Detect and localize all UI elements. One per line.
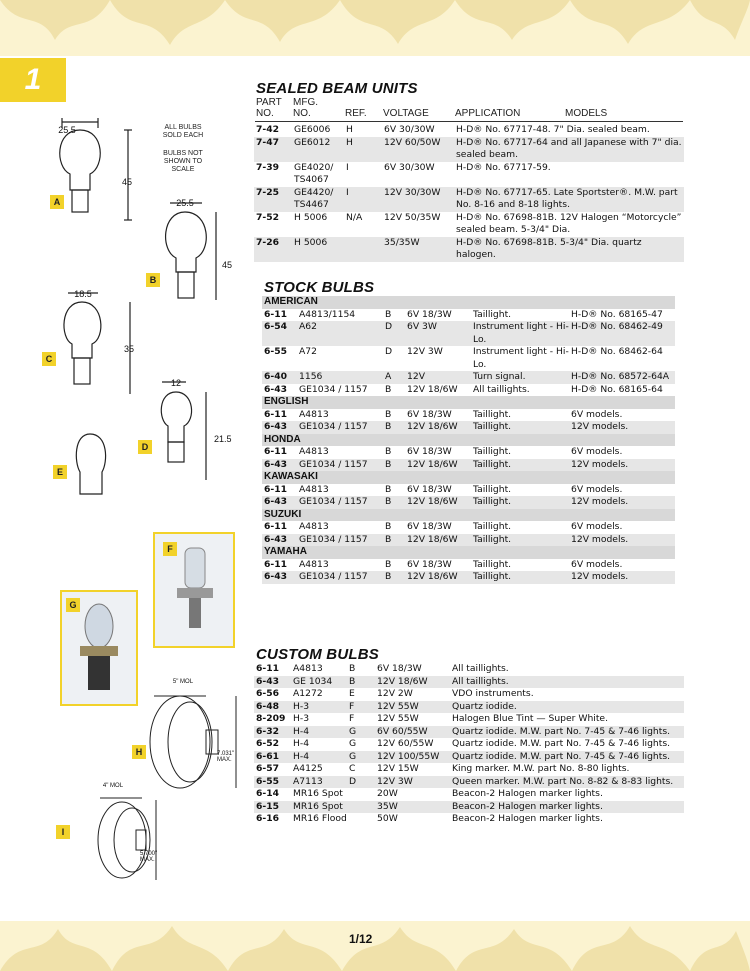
table-row [262, 484, 675, 497]
ref-letter: D [383, 321, 405, 346]
mfg-number: GE 1034 [291, 676, 347, 689]
mfg-number: 1156 [297, 371, 383, 384]
mfg-number: GE1034 / 1157 [297, 459, 383, 472]
voltage: 12V 3W [375, 776, 450, 789]
fig-d-width: 12 [170, 378, 181, 388]
mfg-number: A4813 [299, 558, 329, 570]
fig-c-width: 18.5 [74, 289, 92, 299]
sealed-beam-title: SEALED BEAM UNITS [256, 80, 418, 97]
voltage: 12V 3W [407, 346, 443, 357]
voltage: 6V 30/30W [384, 124, 435, 135]
fig-i-width: 4" MOL [102, 783, 124, 789]
application: Taillight. [471, 459, 569, 472]
part-number: 7-52 [256, 211, 279, 223]
application: Quartz iodide. [450, 701, 684, 714]
application: H-D® No. 67717-48. 7" Dia. sealed beam. [456, 124, 650, 135]
ref-letter: G [349, 738, 357, 749]
mfg-number: A72 [299, 346, 317, 357]
application: King marker. M.W. part No. 8-80 lights. [452, 763, 630, 774]
voltage: 6V 3W [405, 321, 471, 346]
sealed-beam-i-drawing [98, 798, 156, 880]
application: Beacon-2 Halogen marker lights. [450, 801, 684, 814]
part-number: 7-47 [254, 137, 292, 162]
voltage: 20W [377, 788, 398, 799]
part-number: 6-11 [256, 663, 279, 674]
ref-letter: B [383, 421, 405, 434]
table-row [254, 738, 684, 751]
mfg-number: GE1034 / 1157 [297, 496, 383, 509]
ref-letter: B [385, 308, 392, 320]
part-number: 6-43 [254, 676, 291, 689]
header-rule [255, 121, 683, 122]
table-row [262, 559, 675, 572]
fig-b-height: 45 [222, 260, 233, 270]
part-number: 6-11 [264, 446, 287, 457]
page-number: 1/12 [349, 932, 373, 946]
part-number: 7-39 [256, 161, 279, 173]
table-row [254, 751, 684, 764]
application: Quartz iodide. M.W. part No. 7-45 & 7-46 lights. [450, 751, 684, 764]
group-header-row [262, 434, 675, 447]
ref-letter: N/A [346, 211, 363, 223]
group-name: YAMAHA [262, 546, 675, 559]
model: 12V models. [569, 496, 675, 509]
fig-c-height: 35 [124, 344, 135, 354]
ref-letter: I [346, 161, 349, 173]
ref-letter: B [383, 571, 405, 584]
application: Beacon-2 Halogen marker lights. [452, 788, 603, 799]
mfg-number: A62 [297, 321, 383, 346]
model: 12V models. [569, 459, 675, 472]
mfg-number: A4813 [293, 663, 323, 674]
bulb-f-photo [153, 532, 235, 648]
part-number: 7-25 [254, 187, 292, 212]
voltage: 35W [375, 801, 450, 814]
application: All taillights. [452, 663, 509, 674]
application: Turn signal. [471, 371, 569, 384]
col-part-header: PART NO. [256, 97, 282, 119]
application: Instrument light - Hi-Lo. [473, 346, 569, 370]
bulb-d-drawing [161, 382, 206, 480]
ref-letter: A [383, 371, 405, 384]
part-number: 6-48 [254, 701, 291, 714]
ref-letter: B [385, 383, 392, 395]
ref-letter: H [346, 124, 353, 135]
table-row [254, 776, 684, 789]
table-row [254, 813, 684, 826]
application: Queen marker. M.W. part No. 8-82 & 8-83 lights. [450, 776, 684, 789]
application: Taillight. [471, 421, 569, 434]
voltage: 6V 30/30W [384, 161, 435, 173]
fig-f-label: F [163, 542, 177, 556]
ref-letter: F [347, 701, 375, 714]
voltage: 6V 18/3W [407, 558, 452, 570]
ref-letter: B [385, 483, 392, 495]
ref-letter: H [344, 137, 382, 162]
mfg-number: H-4 [293, 738, 310, 749]
table-row [254, 663, 684, 676]
ref-letter: F [349, 713, 355, 724]
fig-d-label: D [138, 440, 152, 454]
custom-bulbs-title: CUSTOM BULBS [256, 646, 379, 663]
mfg-number: MR16 Spot [291, 801, 347, 814]
part-number: 6-43 [262, 459, 297, 472]
part-number: 6-43 [264, 383, 287, 395]
model: H-D® No. 68572-64A [569, 371, 675, 384]
group-name: SUZUKI [262, 509, 675, 522]
bulb-b-drawing [166, 203, 216, 300]
application: Quartz iodide. M.W. part No. 7-45 & 7-46 lights. [452, 738, 671, 749]
table-row [254, 187, 684, 212]
ref-letter [347, 788, 375, 801]
part-number: 6-11 [264, 308, 287, 320]
application: Taillight. [473, 521, 512, 532]
part-number: 6-57 [256, 763, 279, 774]
voltage: 12V 18/6W [405, 496, 471, 509]
ref-letter: E [349, 688, 355, 699]
ref-letter [347, 813, 375, 826]
table-row [254, 701, 684, 714]
sealed-beam-h-drawing [150, 696, 236, 788]
ref-letter: B [385, 408, 392, 420]
voltage: 6V 18/3W [407, 521, 452, 532]
custom-bulbs-table [254, 663, 684, 826]
fig-h-label: H [132, 745, 146, 759]
mfg-number: GE1034 / 1157 [297, 534, 383, 547]
table-row [262, 534, 675, 547]
table-row [254, 688, 684, 701]
part-number: 6-40 [262, 371, 297, 384]
group-header-row [262, 396, 675, 409]
fig-h-height: 7.031" MAX. [217, 751, 235, 763]
table-row [262, 409, 675, 422]
top-flame-border [0, 0, 750, 56]
voltage: 12V 30/30W [382, 187, 454, 212]
voltage: 12V 55W [377, 713, 419, 724]
table-row [262, 321, 675, 346]
table-row [254, 676, 684, 689]
ref-letter: G [347, 726, 375, 739]
part-number: 8-209 [256, 713, 286, 724]
application: Taillight. [473, 558, 512, 570]
voltage: 12V 60/55W [377, 738, 434, 749]
application: Taillight. [473, 308, 512, 320]
part-number: 6-56 [256, 688, 279, 699]
application: Taillight. [473, 483, 512, 495]
mfg-number: GE1034 / 1157 [297, 421, 383, 434]
group-name: ENGLISH [262, 396, 675, 409]
model: 12V models. [569, 571, 675, 584]
fig-b-width: 25.5 [176, 198, 194, 208]
voltage: 12V [405, 371, 471, 384]
part-number: 6-43 [262, 421, 297, 434]
application: H-D® No. 67717-64 and all Japanese with 7" dia. sealed beam. [454, 137, 684, 162]
part-number: 6-11 [264, 408, 287, 420]
group-header-row [262, 471, 675, 484]
mfg-number: MR16 Flood [293, 813, 347, 824]
table-row [262, 346, 675, 371]
table-row [262, 521, 675, 534]
sealed-beam-table [254, 124, 684, 262]
model: H-D® No. 68165-64 [571, 383, 663, 395]
mfg-number: H 5006 [292, 237, 344, 262]
voltage: 12V 15W [377, 763, 419, 774]
chapter-tab: 1 [0, 58, 66, 102]
voltage: 35/35W [382, 237, 454, 262]
bottom-flame-border [0, 921, 750, 971]
col-mfg-header: MFG. NO. [293, 97, 318, 119]
table-row [254, 124, 684, 137]
col-models-header: MODELS [565, 108, 608, 119]
fig-a-label: A [50, 195, 64, 209]
group-name: KAWASAKI [262, 471, 675, 484]
table-row [254, 137, 684, 162]
mfg-number: GE6012 [292, 137, 344, 162]
voltage: 6V 18/3W [377, 663, 422, 674]
table-row [262, 421, 675, 434]
part-number: 6-43 [262, 496, 297, 509]
ref-letter: D [385, 346, 393, 357]
model: 6V models. [571, 446, 623, 457]
application: Taillight. [471, 496, 569, 509]
stock-bulbs-table [262, 296, 675, 584]
model: H-D® No. 68165-47 [571, 308, 663, 320]
part-number: 7-42 [256, 124, 279, 135]
mfg-number: H-3 [291, 701, 347, 714]
table-row [254, 801, 684, 814]
application: Halogen Blue Tint — Super White. [452, 713, 608, 724]
part-number: 6-52 [256, 738, 279, 749]
model: 6V models. [571, 558, 623, 570]
part-number: 6-16 [256, 813, 279, 824]
fig-e-label: E [53, 465, 67, 479]
ref-letter [344, 237, 382, 262]
ref-letter: D [347, 776, 375, 789]
table-row [254, 788, 684, 801]
voltage: 6V 18/3W [407, 308, 452, 320]
part-number: 6-15 [254, 801, 291, 814]
mfg-number: GE4020/ TS4067 [294, 161, 334, 185]
mfg-number: A1272 [293, 688, 323, 699]
mfg-number: A4813 [299, 446, 329, 457]
ref-letter: B [385, 558, 392, 570]
model: 12V models. [569, 421, 675, 434]
part-number: 6-11 [264, 521, 287, 532]
mfg-number: GE1034 / 1157 [299, 383, 368, 395]
model: H-D® No. 68462-49 [569, 321, 675, 346]
sealed-beam-drawings [90, 690, 250, 900]
model: 12V models. [569, 534, 675, 547]
group-name: HONDA [262, 434, 675, 447]
fig-c-label: C [42, 352, 56, 366]
col-voltage-header: VOLTAGE [383, 108, 429, 119]
part-number: 6-55 [254, 776, 291, 789]
voltage: 12V 18/6W [405, 534, 471, 547]
ref-letter: B [385, 446, 392, 457]
voltage: 50W [377, 813, 398, 824]
stock-bulbs-title: STOCK BULBS [264, 279, 375, 296]
fig-g-label: G [66, 598, 80, 612]
mfg-number: H 5006 [294, 211, 328, 223]
table-row [254, 763, 684, 776]
application: H-D® No. 67698-81B. 12V Halogen “Motorcycle” sealed beam. 5-3/4" Dia. [456, 211, 682, 235]
model: H-D® No. 68462-64 [571, 346, 663, 357]
application: Instrument light - Hi-Lo. [473, 321, 569, 345]
flame-pattern-bottom [0, 921, 750, 971]
fig-h-width: 5" MOL [172, 679, 194, 685]
application: VDO instruments. [452, 688, 534, 699]
application: Quartz iodide. M.W. part No. 7-45 & 7-46 lights. [450, 726, 684, 739]
table-row [254, 713, 684, 726]
voltage: 12V 18/6W [375, 676, 450, 689]
part-number: 6-55 [264, 346, 287, 357]
bulb-e-drawing [76, 434, 105, 494]
part-number: 6-43 [262, 534, 297, 547]
table-row [254, 726, 684, 739]
fig-a-width: 25.5 [58, 125, 76, 135]
voltage: 12V 2W [377, 688, 413, 699]
application: H-D® No. 67698-81B. 5-3/4" Dia. quartz halogen. [454, 237, 684, 262]
ref-letter: B [347, 676, 375, 689]
mfg-number: A7113 [291, 776, 347, 789]
part-number: 7-26 [254, 237, 292, 262]
voltage: 6V 18/3W [407, 483, 452, 495]
table-row [262, 309, 675, 322]
application: Taillight. [473, 408, 512, 420]
fig-b-label: B [146, 273, 160, 287]
mfg-number: A4125 [293, 763, 323, 774]
voltage: 12V 18/6W [405, 421, 471, 434]
table-row [262, 384, 675, 397]
bulb-c-drawing [64, 293, 130, 394]
part-number: 6-54 [262, 321, 297, 346]
voltage: 12V 50/35W [384, 211, 441, 223]
voltage: 12V 60/50W [382, 137, 454, 162]
application: All taillights. [473, 383, 530, 395]
ref-letter: I [344, 187, 382, 212]
voltage: 12V 18/6W [405, 571, 471, 584]
model: 6V models. [571, 483, 623, 495]
col-application-header: APPLICATION [455, 108, 521, 119]
voltage: 12V 18/6W [405, 459, 471, 472]
model: 6V models. [571, 521, 623, 532]
application: Beacon-2 Halogen marker lights. [452, 813, 603, 824]
ref-letter: B [383, 534, 405, 547]
fig-d-height: 21.5 [214, 434, 232, 444]
mfg-number: H-4 [291, 726, 347, 739]
mfg-number: A4813 [299, 483, 329, 495]
voltage: 12V 18/6W [407, 383, 458, 395]
group-name: AMERICAN [262, 296, 675, 309]
flame-pattern-top [0, 0, 750, 56]
part-number: 6-11 [264, 483, 287, 495]
ref-letter: B [383, 496, 405, 509]
part-number: 6-32 [254, 726, 291, 739]
voltage: 12V 100/55W [375, 751, 450, 764]
table-row [262, 571, 675, 584]
model: 6V models. [571, 408, 623, 420]
table-row [254, 237, 684, 262]
bulb-g-photo [60, 590, 138, 706]
fig-i-height: 5.700" MAX. [140, 851, 158, 863]
application: H-D® No. 67717-65. Late Sportster®. M.W. part No. 8-16 and 8-18 lights. [454, 187, 684, 212]
application: All taillights. [450, 676, 684, 689]
group-header-row [262, 546, 675, 559]
part-number: 6-43 [262, 571, 297, 584]
mfg-number: MR16 Spot [293, 788, 343, 799]
ref-letter: B [383, 459, 405, 472]
mfg-number: A4813 [299, 408, 329, 420]
table-row [262, 371, 675, 384]
mfg-number: A4813 [299, 521, 329, 532]
voltage: 12V 55W [375, 701, 450, 714]
mfg-number: H-4 [291, 751, 347, 764]
part-number: 6-14 [256, 788, 279, 799]
application: Taillight. [473, 446, 512, 457]
voltage: 6V 60/55W [375, 726, 450, 739]
mfg-number: H-3 [293, 713, 310, 724]
ref-letter: B [385, 521, 392, 532]
voltage: 6V 18/3W [407, 446, 452, 457]
scale-note: BULBS NOT SHOWN TO SCALE [163, 150, 203, 173]
group-header-row [262, 509, 675, 522]
table-row [262, 496, 675, 509]
ref-letter [347, 801, 375, 814]
part-number: 6-11 [264, 558, 287, 570]
fig-a-height: 45 [122, 177, 133, 187]
all-bulbs-note: ALL BULBS SOLD EACH [162, 124, 204, 139]
mfg-number: GE4420/ TS4467 [292, 187, 344, 212]
ref-letter: B [349, 663, 356, 674]
table-row [254, 162, 684, 187]
application: H-D® No. 67717-59. [456, 161, 551, 173]
part-number: 6-61 [254, 751, 291, 764]
voltage: 6V 18/3W [407, 408, 452, 420]
table-row [254, 212, 684, 237]
fig-i-label: I [56, 825, 70, 839]
mfg-number: GE6006 [294, 124, 331, 135]
table-row [262, 459, 675, 472]
mfg-number: A4813/1154 [299, 308, 356, 320]
ref-letter: G [347, 751, 375, 764]
table-row [262, 446, 675, 459]
col-ref-header: REF. [345, 108, 367, 119]
ref-letter: C [349, 763, 356, 774]
application: Taillight. [471, 571, 569, 584]
mfg-number: GE1034 / 1157 [297, 571, 383, 584]
group-header-row [262, 296, 675, 309]
application: Taillight. [471, 534, 569, 547]
